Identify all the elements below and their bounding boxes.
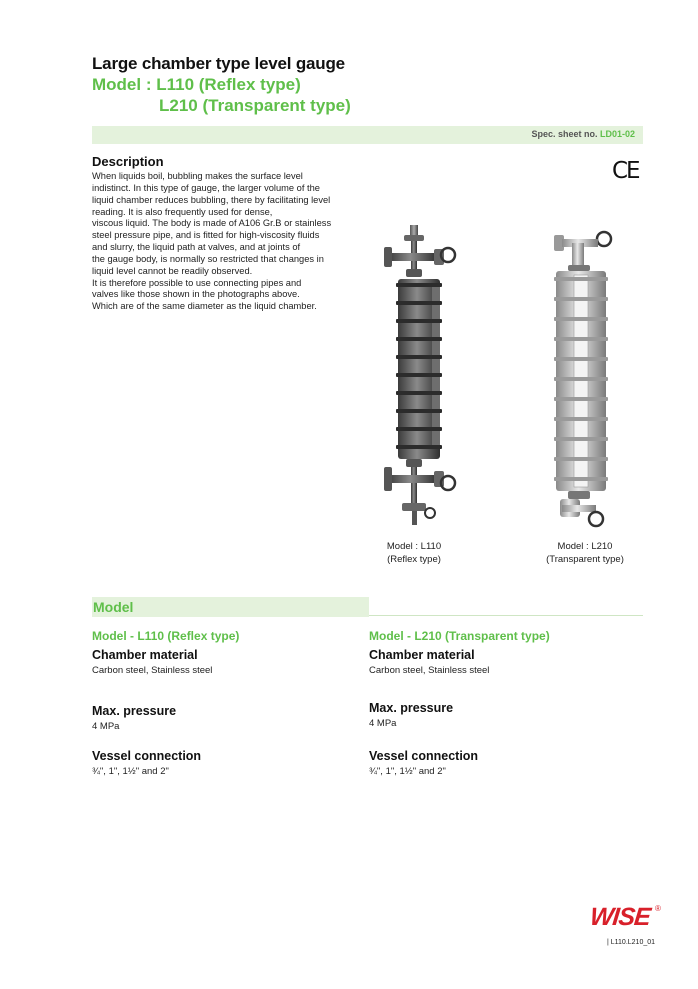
description-line: viscous liquid. The body is made of A106 Gr.B or stainless	[92, 218, 332, 229]
model-section-bar	[92, 597, 369, 617]
model-subtitle-l210: L210 (Transparent type)	[159, 96, 351, 115]
ce-mark-icon: CE	[612, 158, 639, 184]
l110-connection-heading: Vessel connection	[92, 749, 202, 763]
model-subtitle-l110: Model : L110 (Reflex type)	[92, 75, 301, 94]
l210-model-title: Model - L210 (Transparent type)	[369, 629, 550, 643]
description-line: reading. It is also frequently used for dense,	[92, 206, 273, 217]
l110-model-title: Model - L110 (Reflex type)	[92, 629, 240, 643]
document-code: | L110.L210_01	[607, 939, 656, 946]
page-title: Large chamber type level gauge	[92, 54, 345, 73]
l110-gauge-image	[378, 225, 458, 530]
l210-pressure-value: 4 MPa	[369, 718, 397, 729]
description-line: Which are of the same diameter as the liquid chamber.	[92, 301, 317, 312]
registered-mark: ®	[655, 904, 661, 913]
l110-caption-model: Model : L110	[386, 541, 442, 552]
model-section-divider	[369, 615, 643, 616]
description-line: the gauge body, is normally so restricted that changes in	[92, 253, 324, 264]
model-section-heading: Model	[93, 599, 134, 615]
l210-material-value: Carbon steel, Stainless steel	[369, 665, 490, 676]
l110-connection-value: ¾", 1", 1½" and 2"	[92, 766, 169, 777]
description-line: When liquids boil, bubbling makes the surface level	[92, 171, 303, 181]
l210-gauge-image	[548, 225, 616, 530]
l210-pressure-heading: Max. pressure	[369, 701, 454, 715]
spec-sheet-label	[531, 129, 635, 139]
description-text	[92, 171, 382, 313]
description-line: liquid level cannot be readily observed.	[92, 265, 253, 276]
l110-caption-type: (Reflex type)	[387, 554, 441, 565]
l210-caption-type: (Transparent type)	[546, 554, 624, 565]
l110-pressure-value: 4 MPa	[92, 721, 120, 732]
spec-sheet-bar	[92, 126, 643, 144]
spec-sheet-label-text: Spec. sheet no.	[531, 129, 598, 139]
description-line: steel pressure pipe, and is fitted for high-viscosity fluids	[92, 230, 320, 241]
l210-connection-heading: Vessel connection	[369, 749, 479, 763]
l210-connection-value: ¾", 1", 1½" and 2"	[369, 766, 446, 777]
l110-material-heading: Chamber material	[92, 648, 198, 662]
description-line: liquid chamber reduces bubbling, there by facilitating level	[92, 194, 331, 205]
l210-caption	[533, 540, 637, 566]
description-line: valves like those shown in the photographs above.	[92, 289, 300, 300]
spec-sheet-number: LD01-02	[599, 129, 635, 139]
l210-caption-model: Model : L210	[557, 541, 613, 552]
description-line: It is therefore possible to use connecting pipes and	[92, 277, 302, 288]
l110-pressure-heading: Max. pressure	[92, 704, 177, 718]
l110-material-value: Carbon steel, Stainless steel	[92, 665, 213, 676]
description-line: indistinct. In this type of gauge, the larger volume of the	[92, 182, 320, 193]
description-line: and slurry, the liquid path at valves, and at joints of	[92, 242, 301, 253]
description-heading: Description	[92, 154, 164, 169]
l110-caption	[370, 540, 458, 566]
wise-logo: WISE	[588, 903, 652, 931]
l210-material-heading: Chamber material	[369, 648, 475, 662]
